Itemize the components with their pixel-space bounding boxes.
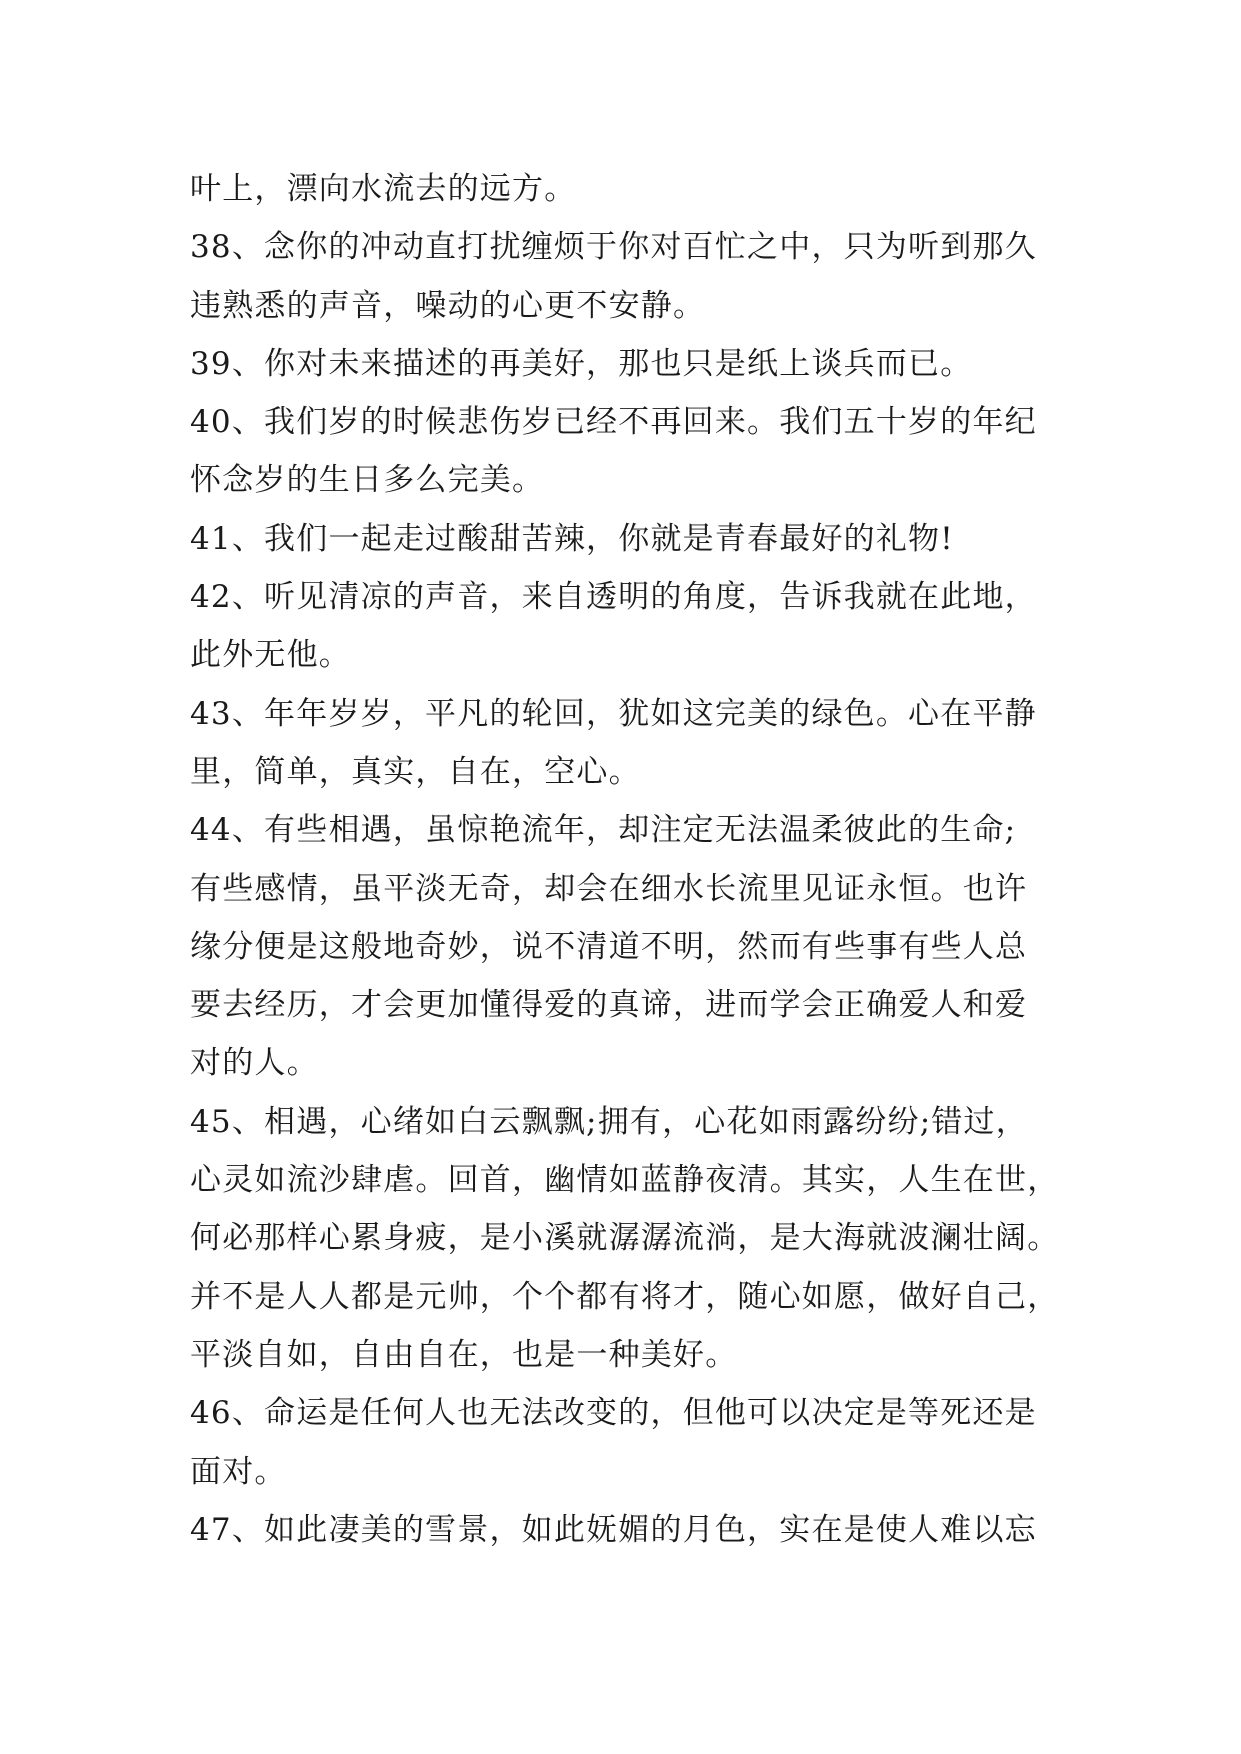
- text-line: 46、命运是任何人也无法改变的，但他可以决定是等死还是: [190, 1395, 1037, 1432]
- text-line: 并不是人人都是元帅，个个都有将才，随心如愿，做好自己，: [190, 1278, 1060, 1315]
- text-line: 对的人。: [190, 1045, 319, 1082]
- text-line: 怀念岁的生日多么完美。: [190, 462, 545, 499]
- text-line: 违熟悉的声音，噪动的心更不安静。: [190, 287, 706, 324]
- text-line: 平淡自如，自由自在，也是一种美好。: [190, 1336, 738, 1373]
- text-line: 42、听见清凉的声音，来自透明的角度，告诉我就在此地，: [190, 579, 1037, 616]
- text-line: 面对。: [190, 1453, 287, 1490]
- text-line: 叶上，漂向水流去的远方。: [190, 171, 577, 207]
- text-line: 40、我们岁的时候悲伤岁已经不再回来。我们五十岁的年纪: [190, 404, 1037, 441]
- text-line: 38、念你的冲动直打扰缠烦于你对百忙之中，只为听到那久: [190, 229, 1037, 266]
- text-line: 41、我们一起走过酸甜苦辣，你就是青春最好的礼物!: [190, 520, 954, 557]
- text-line: 44、有些相遇，虽惊艳流年，却注定无法温柔彼此的生命;: [190, 812, 1017, 849]
- text-line: 何必那样心累身疲，是小溪就潺潺流淌，是大海就波澜壮阔。: [190, 1220, 1060, 1257]
- text-line: 有些感情，虽平淡无奇，却会在细水长流里见证永恒。也许: [190, 870, 1028, 907]
- text-line: 39、你对未来描述的再美好，那也只是纸上谈兵而已。: [190, 345, 973, 382]
- text-line: 47、如此凄美的雪景，如此妩媚的月色，实在是使人难以忘: [190, 1511, 1037, 1548]
- text-line: 里，简单，真实，自在，空心。: [190, 753, 641, 790]
- text-line: 缘分便是这般地奇妙，说不清道不明，然而有些事有些人总: [190, 928, 1028, 965]
- text-line: 要去经历，才会更加懂得爱的真谛，进而学会正确爱人和爱: [190, 987, 1028, 1024]
- text-line: 心灵如流沙肆虐。回首，幽情如蓝静夜清。其实，人生在世，: [190, 1162, 1060, 1199]
- document-body: [190, 160, 1070, 1559]
- text-line: 45、相遇，心绪如白云飘飘;拥有，心花如雨露纷纷;错过，: [190, 1103, 1028, 1140]
- text-line: 43、年年岁岁，平凡的轮回，犹如这完美的绿色。心在平静: [190, 695, 1037, 732]
- text-line: 此外无他。: [190, 637, 351, 674]
